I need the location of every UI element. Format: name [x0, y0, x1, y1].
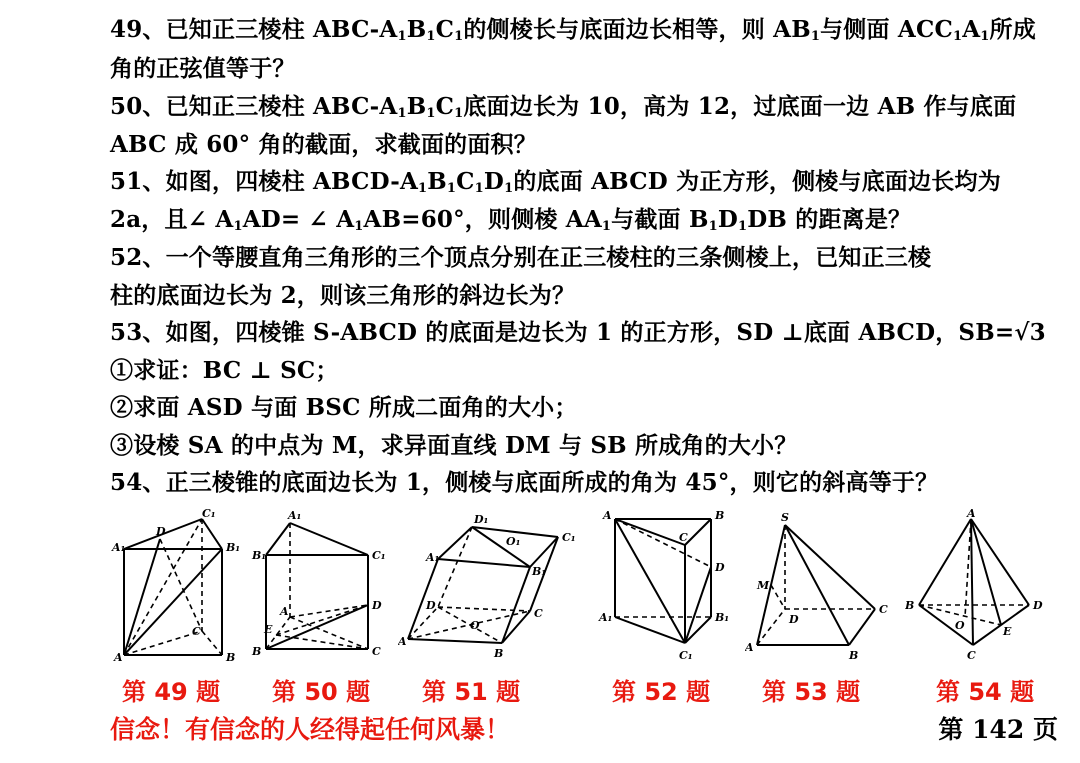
svg-text:A: A [967, 507, 976, 520]
svg-text:C: C [534, 607, 543, 620]
figure-49-drawing [110, 505, 250, 665]
problem-53-sub-2: ②求面 ASD 与面 BSC 所成二面角的大小； [110, 394, 578, 421]
problem-49-line-2: 角的正弦值等于？ [110, 55, 296, 82]
svg-text:C: C [192, 625, 201, 638]
svg-text:E: E [1003, 625, 1012, 638]
svg-text:A: A [114, 651, 123, 664]
problem-51-line-1: 51、如图，四棱柱 ABCD-$A_1B_1C_1D_1$的底面 ABCD 为正方形，侧棱与底面边长均为 [110, 168, 1001, 196]
svg-text:C₁: C₁ [562, 531, 576, 544]
svg-text:B₁: B₁ [252, 549, 267, 562]
svg-text:D: D [372, 599, 382, 612]
figure-50-drawing [250, 505, 390, 665]
svg-text:A: A [603, 509, 612, 522]
svg-text:B: B [226, 651, 236, 664]
svg-text:D: D [715, 561, 725, 574]
svg-text:E: E [264, 623, 273, 636]
svg-text:C₁: C₁ [202, 507, 216, 520]
svg-text:M: M [757, 579, 770, 592]
svg-text:O₁: O₁ [506, 535, 521, 548]
problem-53-sub-1: ①求证：BC ⊥ SC； [110, 357, 339, 384]
page-number: 第 142 页 [938, 715, 1058, 744]
svg-text:B₁: B₁ [226, 541, 241, 554]
svg-text:D: D [156, 525, 166, 538]
svg-text:O: O [470, 619, 480, 632]
figure-54 [905, 505, 1055, 665]
svg-text:A: A [398, 635, 407, 648]
caption-54: 第 54 题 [936, 678, 1035, 706]
figures-row [0, 505, 1080, 675]
svg-text:D₁: D₁ [474, 513, 489, 526]
svg-text:C₁: C₁ [679, 649, 693, 662]
figure-53-drawing [745, 505, 895, 665]
problem-53-sub-3: ③设棱 SA 的中点为 M，求异面直线 DM 与 SB 所成角的大小？ [110, 432, 798, 459]
problem-52-line-1: 52、一个等腰直角三角形的三个顶点分别在正三棱柱的三条侧棱上，已知正三棱 [110, 244, 932, 271]
figure-52 [595, 505, 735, 665]
svg-text:O: O [955, 619, 965, 632]
caption-53: 第 53 题 [762, 678, 861, 706]
svg-text:C₁: C₁ [372, 549, 386, 562]
figure-51-drawing [398, 505, 588, 665]
caption-51: 第 51 题 [422, 678, 521, 706]
svg-text:B: B [905, 599, 915, 612]
caption-49: 第 49 题 [122, 678, 221, 706]
problem-53-line-1: 53、如图，四棱锥 S-ABCD 的底面是边长为 1 的正方形，SD ⊥底面 ABCD，SB=√3 [110, 319, 1046, 346]
svg-text:A: A [745, 641, 754, 654]
problem-50-line-2: ABC 成 60° 角的截面，求截面的面积？ [110, 131, 537, 158]
svg-text:C: C [967, 649, 976, 662]
svg-text:S: S [781, 511, 789, 524]
svg-text:B: B [715, 509, 725, 522]
figure-51 [398, 505, 588, 665]
svg-text:C: C [679, 531, 688, 544]
figure-52-drawing [595, 505, 735, 665]
svg-text:B: B [252, 645, 262, 658]
svg-text:A₁: A₁ [112, 541, 126, 554]
figure-53 [745, 505, 895, 665]
svg-text:A: A [280, 605, 289, 618]
problem-52-line-2: 柱的底面边长为 2，则该三角形的斜边长为？ [110, 282, 576, 309]
svg-text:A₁: A₁ [426, 551, 440, 564]
svg-text:C: C [879, 603, 888, 616]
svg-text:B: B [494, 647, 504, 660]
svg-text:B₁: B₁ [715, 611, 730, 624]
problem-54-line-1: 54、正三棱锥的底面边长为 1，侧棱与底面所成的角为 45°，则它的斜高等于？ [110, 469, 939, 496]
problem-50-line-1: 50、已知正三棱柱 ABC-$A_1B_1C_1$底面边长为 10，高为 12，过底面一边 AB 作与底面 [110, 93, 1017, 121]
problem-49-line-1: 49、已知正三棱柱 ABC-$A_1B_1C_1$的侧棱长与底面边长相等，则 $AB_1$与侧面 $ACC_1A_1$所成 [110, 16, 1036, 44]
svg-text:C: C [372, 645, 381, 658]
svg-text:B: B [849, 649, 859, 662]
svg-text:A₁: A₁ [288, 509, 302, 522]
svg-text:D: D [789, 613, 799, 626]
figure-54-drawing [905, 505, 1055, 665]
footer-motto: 信念！有信念的人经得起任何风暴！ [110, 715, 511, 744]
problem-51-line-2: 2a，且∠ $A_1AD=$ ∠ $A_1AB=60^\circ$，则侧棱 $AA_1$与截面 $B_1D_1DB$ 的距离是？ [110, 206, 912, 234]
svg-text:A₁: A₁ [599, 611, 613, 624]
svg-text:B₁: B₁ [532, 565, 547, 578]
svg-text:D: D [426, 599, 436, 612]
figure-49 [110, 505, 250, 665]
svg-text:D: D [1033, 599, 1043, 612]
caption-50: 第 50 题 [272, 678, 371, 706]
caption-52: 第 52 题 [612, 678, 711, 706]
figure-50 [250, 505, 390, 665]
